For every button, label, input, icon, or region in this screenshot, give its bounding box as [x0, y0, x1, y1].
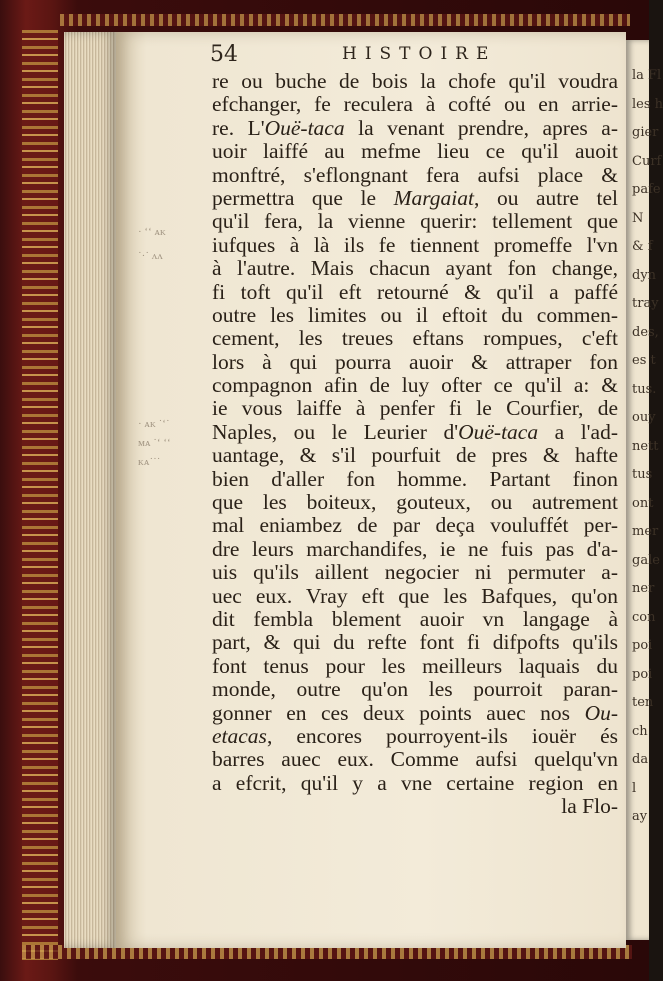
text-line: re ou buche de bois la chofe qu'il voudra [212, 69, 618, 93]
text-line: bien d'aller fon homme. Partant finon [212, 466, 618, 491]
facing-page-fragment: ouy [632, 410, 656, 425]
catchword: la Flo- [561, 794, 618, 819]
facing-page-fragment: dyn [632, 267, 657, 283]
body-text [212, 70, 618, 819]
facing-page-fragment: poi [632, 638, 653, 653]
text-line: monftré, s'eflongnant fera aufsi place & [212, 162, 618, 187]
text-line: uec eux. Vray eft que les Bafques, qu'on [212, 583, 618, 608]
offset-mark: ᴋᴀ˙˙˙ [138, 456, 161, 468]
facing-page-fragment: ten [632, 695, 654, 710]
facing-page-fragment: Curf [632, 153, 662, 169]
facing-page-fragment: N [632, 210, 644, 226]
facing-page-fragment: des, [632, 324, 659, 340]
text-line: dre leurs marchandifes, ie ne fuis pas d'a- [212, 536, 618, 561]
italic-name: etacas [212, 723, 267, 748]
facing-page-fragment: ch [632, 723, 648, 739]
text-line: mal eniambez de par deça vouluffét per- [212, 513, 618, 538]
folio-number: 54 [210, 42, 238, 67]
text-line: re. L'Ouë-taca la venant prendre, apres a- [212, 115, 618, 140]
facing-page-fragment: la Fl [632, 68, 662, 83]
facing-page-fragment: & f [632, 239, 653, 254]
text-line: à l'autre. Mais chacun ayant fon change, [212, 256, 618, 281]
facing-page-edge [626, 40, 663, 940]
text-line: permettra que le Margaiat, ou autre tel [212, 185, 618, 210]
italic-name: Margaiat [393, 185, 475, 210]
italic-name: Ou- [584, 700, 618, 725]
text-line: monde, outre qu'on les pourroit paran- [212, 677, 618, 702]
text-line: font tenus pour les meilleurs laquais du [212, 653, 618, 678]
text-line: dit fembla blement auoir vn langage à [212, 606, 618, 631]
text-line: compagnon afin de luy ofter ce qu'il a: & [212, 373, 618, 398]
facing-page-fragment: da [632, 752, 649, 767]
facing-page-fragment: tus. [632, 381, 657, 397]
facing-page-fragment: ay [632, 809, 648, 824]
facing-page-fragment: gale [632, 552, 660, 568]
facing-page-fragment: ner [632, 581, 655, 596]
facing-page-fragment: mer [632, 524, 659, 539]
text-line: part, & qui du refte font fi difpofts qu'ils [212, 630, 618, 655]
text-line: ie vous laiffe à penfer fi le Courfier, de [212, 396, 618, 421]
italic-name: Ouë-taca [458, 419, 539, 444]
gilt-edge-left [22, 30, 58, 960]
text-line: qu'il fera, la vienne querir: tellement que [212, 209, 618, 234]
page-header [210, 42, 610, 72]
text-line: lors à qui pourra auoir & attraper fon [212, 349, 618, 374]
facing-page-fragment: les h [632, 96, 663, 112]
offset-mark: · ᴀᴋ ˙ʻ˙ [138, 418, 170, 430]
text-line: efchanger, fe reculera à cofté ou en arrie- [212, 92, 618, 117]
offset-mark: · ʻʻ ᴀᴋ [138, 226, 166, 238]
text-line: iufques à là ils fe tiennent promeffe l'vn [212, 232, 618, 257]
text-line: outre les limites ou il eftoit du commen- [212, 302, 618, 327]
facing-page-fragment: gier [632, 125, 659, 140]
text-line: uis qu'ils aillent negocier ni permuter a- [212, 560, 618, 585]
text-line: Naples, ou le Leurier d'Ouë-taca a l'ad- [212, 419, 618, 444]
facing-page-fragment: tray [632, 296, 659, 311]
text-line: a efcrit, qu'il y a vne certaine region en [212, 770, 618, 795]
text-line: uantage, & s'il pourfuit de pres & hafte [212, 443, 618, 468]
text-line: uoir laiffé au mefme lieu ce qu'il auoit [212, 139, 618, 164]
facing-page-fragment: ont [632, 495, 654, 511]
running-title: HISTOIRE [342, 44, 497, 64]
text-line: que les boiteux, gouteux, ou autrement [212, 490, 618, 515]
text-line: cement, les treues eftans rompues, c'eft [212, 326, 618, 351]
page-edges [64, 32, 116, 948]
text-line: etacas, encores pourroyent-ils iouër és [212, 723, 618, 748]
facing-page-fragment: poi [632, 666, 653, 682]
text-line: fi toft qu'il eft retourné & qu'il a paffé [212, 279, 618, 304]
text-line: barres auec eux. Comme aufsi quelqu'vn [212, 747, 618, 772]
gilt-edge-top [60, 14, 630, 26]
facing-page-fragment: pafe [632, 182, 661, 197]
italic-name: Ouë-taca [264, 115, 345, 140]
facing-page-fragment: tus [632, 467, 653, 482]
offset-mark: ᴍᴀ ˙ʻ ʻʻ [138, 437, 171, 449]
facing-page-fragment: es t [632, 353, 656, 368]
facing-page-fragment: l [632, 780, 637, 796]
text-line: gonner en ces deux points auec nos Ou- [212, 700, 618, 725]
facing-page-fragment: nett [632, 438, 659, 454]
facing-page-fragment: con [632, 609, 656, 625]
offset-mark: ˙·˙ ʌʌ [138, 250, 163, 262]
